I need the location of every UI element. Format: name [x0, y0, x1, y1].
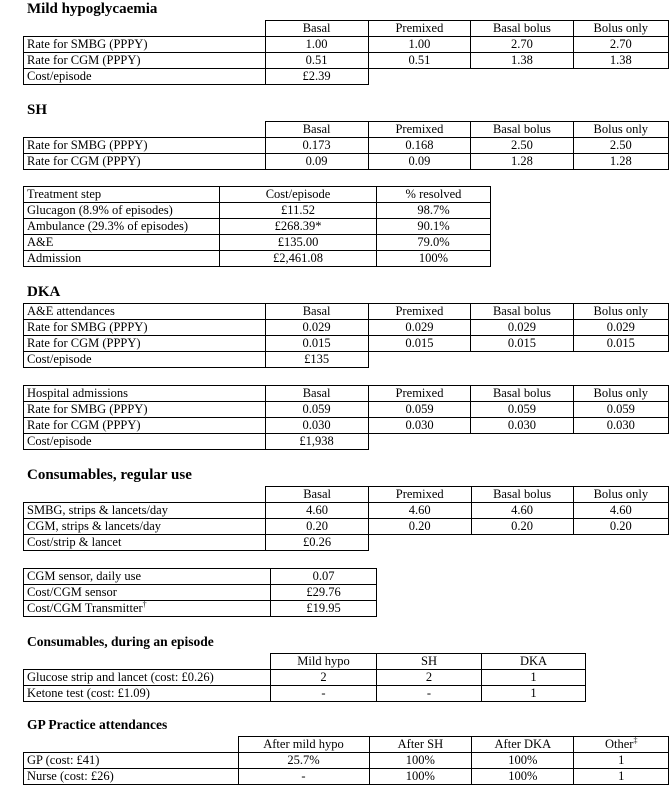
table-row: [24, 37, 669, 53]
table-cell: £11.52: [220, 203, 377, 219]
table-row: [24, 434, 669, 450]
column-header: Basal: [265, 122, 368, 138]
table-cell: 2.70: [471, 37, 573, 53]
section-title-mild-hypoglycaemia: Mild hypoglycaemia: [27, 1, 158, 17]
table-row: [24, 519, 669, 535]
column-header: Basal: [265, 304, 368, 320]
footnote-dagger: †: [142, 600, 147, 609]
row-label: Rate for CGM (PPPY): [24, 53, 266, 69]
row-label: Ambulance (29.3% of episodes): [24, 219, 220, 235]
table-cell: 0.059: [573, 402, 668, 418]
column-header: Premixed: [368, 304, 471, 320]
table-cell: 0.029: [573, 320, 668, 336]
row-label: Rate for CGM (PPPY): [24, 154, 266, 170]
table-cell: £2.39: [265, 69, 368, 85]
table-cell: 100%: [377, 251, 491, 267]
row-label: Nurse (cost: £26): [24, 769, 239, 785]
column-header: % resolved: [377, 187, 491, 203]
table-cell: 0.029: [471, 320, 573, 336]
table-row: [24, 418, 669, 434]
table-cell: 2.70: [573, 37, 668, 53]
table-cell: 0.059: [265, 402, 368, 418]
column-header: Treatment step: [24, 187, 220, 203]
table-cell: 1.00: [265, 37, 368, 53]
table-cell: 100%: [369, 769, 472, 785]
column-header: Basal: [265, 21, 368, 37]
row-label: Cost/episode: [24, 434, 266, 450]
footnote-double-dagger: ‡: [633, 736, 638, 745]
row-label: Rate for SMBG (PPPY): [24, 320, 266, 336]
table-row: [24, 53, 669, 69]
table-header-row: [24, 187, 491, 203]
table-cell: 1: [482, 686, 586, 702]
table-cell: £1,938: [265, 434, 368, 450]
section-title-dka: DKA: [27, 284, 61, 300]
row-label: A&E: [24, 235, 220, 251]
table-cell: 0.015: [471, 336, 573, 352]
column-header: Premixed: [368, 122, 471, 138]
column-header: Basal: [265, 386, 368, 402]
sh-treatment-table: [23, 186, 491, 267]
row-label: Ketone test (cost: £1.09): [24, 686, 271, 702]
row-label: Glucose strip and lancet (cost: £0.26): [24, 670, 271, 686]
table-cell: 0.015: [265, 336, 368, 352]
table-cell: 90.1%: [377, 219, 491, 235]
table-cell: 0.20: [266, 519, 369, 535]
table-cell: 0.029: [368, 320, 471, 336]
consumables-episode-table: [23, 653, 586, 702]
column-header: Basal: [266, 487, 369, 503]
table-cell: 1.28: [471, 154, 573, 170]
table-cell: 0.07: [271, 569, 377, 585]
table-cell: 0.059: [471, 402, 573, 418]
column-header: Premixed: [368, 21, 471, 37]
column-header: After DKA: [472, 737, 574, 753]
row-label: Cost/episode: [24, 352, 266, 368]
table-cell: 25.7%: [238, 753, 369, 769]
table-row: [24, 753, 669, 769]
table-row: [24, 251, 491, 267]
table-cell: 1.00: [368, 37, 471, 53]
table-cell: £2,461.08: [220, 251, 377, 267]
table-row: [24, 138, 669, 154]
table-cell: £29.76: [271, 585, 377, 601]
table-cell: 0.059: [368, 402, 471, 418]
table-cell: 1: [574, 769, 669, 785]
column-header: Basal bolus: [471, 304, 573, 320]
dka-ae-table: [23, 303, 669, 368]
table-cell: 0.09: [265, 154, 368, 170]
table-cell: -: [238, 769, 369, 785]
table-cell: 0.030: [368, 418, 471, 434]
table-header-row: [24, 122, 669, 138]
table-cell: 0.015: [573, 336, 668, 352]
column-header: Cost/episode: [220, 187, 377, 203]
table-cell: 4.60: [573, 503, 668, 519]
table-row: [24, 769, 669, 785]
table-header-row: [24, 654, 586, 670]
column-header: Premixed: [368, 386, 471, 402]
table-cell: 0.030: [471, 418, 573, 434]
table-cell: 4.60: [368, 503, 471, 519]
table-cell: 0.20: [471, 519, 573, 535]
row-label: Rate for CGM (PPPY): [24, 418, 266, 434]
table-row: [24, 686, 586, 702]
table-row: [24, 154, 669, 170]
column-header: Bolus only: [573, 21, 668, 37]
table-caption: A&E attendances: [24, 304, 266, 320]
table-cell: 79.0%: [377, 235, 491, 251]
table-cell: 2: [271, 670, 377, 686]
table-row: [24, 320, 669, 336]
column-header: Basal bolus: [471, 487, 573, 503]
table-header-row: [24, 386, 669, 402]
row-label: Rate for CGM (PPPY): [24, 336, 266, 352]
table-cell: 4.60: [471, 503, 573, 519]
column-header: Premixed: [368, 487, 471, 503]
table-header-row: [24, 737, 669, 753]
table-cell: 0.168: [368, 138, 471, 154]
table-cell: 1.38: [471, 53, 573, 69]
column-header: Basal bolus: [471, 386, 573, 402]
row-label: Admission: [24, 251, 220, 267]
table-cell: 0.51: [265, 53, 368, 69]
column-header-text: Other: [604, 737, 634, 751]
table-cell: 0.030: [265, 418, 368, 434]
table-row: [24, 569, 377, 585]
table-cell: 0.015: [368, 336, 471, 352]
column-header: Bolus only: [573, 122, 668, 138]
table-cell: 1.28: [573, 154, 668, 170]
row-label: Rate for SMBG (PPPY): [24, 402, 266, 418]
table-cell: 1: [482, 670, 586, 686]
section-title-gp-attendances: GP Practice attendances: [27, 717, 168, 732]
row-label: CGM, strips & lancets/day: [24, 519, 266, 535]
table-cell: 100%: [472, 769, 574, 785]
row-label: CGM sensor, daily use: [24, 569, 271, 585]
table-cell: 0.173: [265, 138, 368, 154]
cgm-costs-table: [23, 568, 377, 617]
row-label: SMBG, strips & lancets/day: [24, 503, 266, 519]
table-row: [24, 503, 669, 519]
table-caption: Hospital admissions: [24, 386, 266, 402]
table-cell: 0.51: [368, 53, 471, 69]
column-header: [574, 737, 669, 753]
table-row: [24, 352, 669, 368]
column-header: DKA: [482, 654, 586, 670]
table-cell: 4.60: [266, 503, 369, 519]
section-title-consumables-regular: Consumables, regular use: [27, 467, 192, 483]
table-row: [24, 585, 377, 601]
gp-attendances-table: [23, 736, 669, 785]
table-row: [24, 670, 586, 686]
table-row: [24, 219, 491, 235]
table-cell: £135: [265, 352, 368, 368]
table-row: [24, 535, 669, 551]
table-cell: 0.030: [573, 418, 668, 434]
table-cell: 100%: [369, 753, 472, 769]
column-header: Bolus only: [573, 386, 668, 402]
dka-admissions-table: [23, 385, 669, 450]
table-row: [24, 235, 491, 251]
table-header-row: [24, 304, 669, 320]
column-header: After SH: [369, 737, 472, 753]
sh-rates-table: [23, 121, 669, 170]
table-cell: 1: [574, 753, 669, 769]
table-cell: 0.029: [265, 320, 368, 336]
table-cell: £268.39*: [220, 219, 377, 235]
row-label: Glucagon (8.9% of episodes): [24, 203, 220, 219]
column-header: Basal bolus: [471, 122, 573, 138]
table-cell: 2: [377, 670, 482, 686]
row-label: Cost/strip & lancet: [24, 535, 266, 551]
row-label: [24, 601, 271, 617]
table-header-row: [24, 487, 669, 503]
row-label: Rate for SMBG (PPPY): [24, 138, 266, 154]
row-label: Cost/CGM sensor: [24, 585, 271, 601]
row-label-text: Cost/CGM Transmitter: [27, 601, 143, 615]
table-cell: 98.7%: [377, 203, 491, 219]
column-header: Bolus only: [573, 487, 668, 503]
row-label: GP (cost: £41): [24, 753, 239, 769]
table-cell: 100%: [472, 753, 574, 769]
column-header: Mild hypo: [271, 654, 377, 670]
table-header-row: [24, 21, 669, 37]
table-row: [24, 69, 669, 85]
table-cell: -: [377, 686, 482, 702]
mild-hypo-table: [23, 20, 669, 85]
table-row: [24, 336, 669, 352]
table-cell: 1.38: [573, 53, 668, 69]
table-cell: 0.09: [368, 154, 471, 170]
table-row: [24, 601, 377, 617]
table-cell: 0.20: [368, 519, 471, 535]
row-label: Rate for SMBG (PPPY): [24, 37, 266, 53]
table-cell: £19.95: [271, 601, 377, 617]
column-header: Basal bolus: [471, 21, 573, 37]
column-header: SH: [377, 654, 482, 670]
table-cell: £0.26: [266, 535, 369, 551]
section-title-sh: SH: [27, 102, 48, 118]
table-cell: 2.50: [573, 138, 668, 154]
table-cell: 0.20: [573, 519, 668, 535]
consumables-regular-table: [23, 486, 669, 551]
table-row: [24, 203, 491, 219]
column-header: Bolus only: [573, 304, 668, 320]
table-cell: -: [271, 686, 377, 702]
section-title-consumables-episode: Consumables, during an episode: [27, 634, 214, 649]
row-label: Cost/episode: [24, 69, 266, 85]
column-header: After mild hypo: [238, 737, 369, 753]
table-cell: 2.50: [471, 138, 573, 154]
table-cell: £135.00: [220, 235, 377, 251]
table-row: [24, 402, 669, 418]
